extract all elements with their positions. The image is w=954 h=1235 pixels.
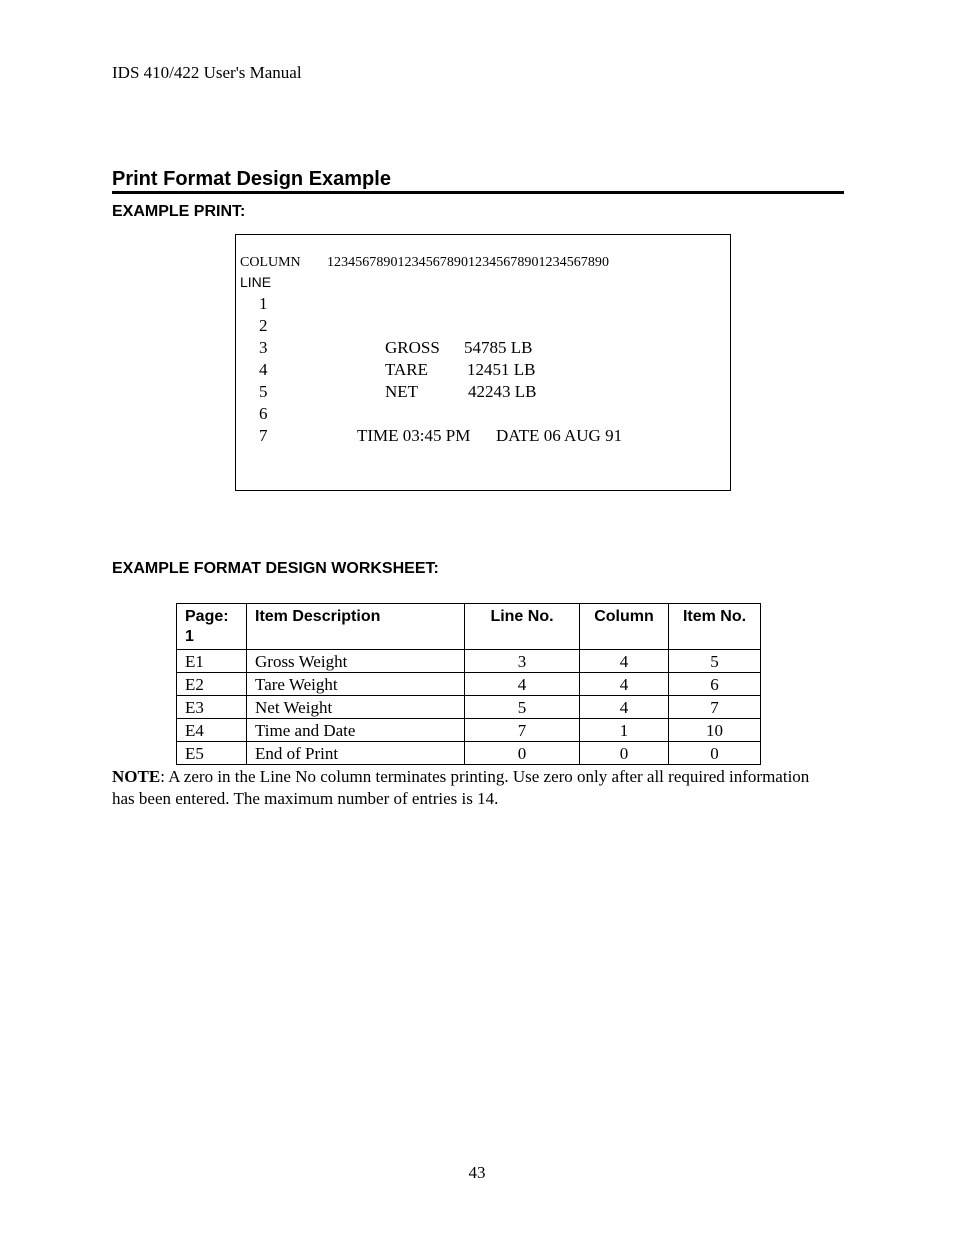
line-number: 4 (259, 360, 268, 379)
section-title: Print Format Design Example (112, 168, 391, 190)
cell-column: 4 (580, 696, 669, 719)
cell-description: Net Weight (247, 696, 465, 719)
cell-line-no: 4 (465, 673, 580, 696)
worksheet-label: EXAMPLE FORMAT DESIGN WORKSHEET: (112, 560, 439, 577)
line-number: 1 (259, 294, 268, 313)
time-text: TIME 03:45 PM (357, 426, 471, 445)
cell-description: End of Print (247, 742, 465, 765)
line-number: 7 (259, 426, 268, 445)
net-label: NET (385, 382, 419, 401)
cell-description: Time and Date (247, 719, 465, 742)
cell-entry-id: E3 (177, 696, 247, 719)
cell-entry-id: E1 (177, 650, 247, 673)
cell-item-no: 5 (669, 650, 761, 673)
cell-item-no: 6 (669, 673, 761, 696)
cell-line-no: 7 (465, 719, 580, 742)
header-line-no: Line No. (465, 604, 580, 650)
header-column: Column (580, 604, 669, 650)
line-number: 3 (259, 338, 268, 357)
table-header-row (177, 604, 761, 650)
note-paragraph (112, 766, 832, 810)
line-number: 5 (259, 382, 268, 401)
table-row (177, 673, 761, 696)
column-label: COLUMN (240, 255, 301, 270)
table-row (177, 696, 761, 719)
date-text: DATE 06 AUG 91 (496, 426, 623, 445)
line-number: 6 (259, 404, 268, 423)
cell-line-no: 5 (465, 696, 580, 719)
tare-label: TARE (385, 360, 429, 379)
tare-value: 12451 LB (467, 360, 536, 379)
cell-description: Gross Weight (247, 650, 465, 673)
header-page-number: 1 (185, 628, 194, 645)
cell-entry-id: E4 (177, 719, 247, 742)
page-number: 43 (468, 1163, 486, 1182)
header-page (177, 604, 247, 650)
example-print-label: EXAMPLE PRINT: (112, 203, 246, 220)
cell-column: 4 (580, 650, 669, 673)
gross-value: 54785 LB (464, 338, 533, 357)
example-print-box (235, 234, 731, 491)
note-label: NOTE (112, 767, 161, 786)
header-page-label: Page: (185, 608, 229, 625)
cell-column: 0 (580, 742, 669, 765)
cell-column: 4 (580, 673, 669, 696)
cell-column: 1 (580, 719, 669, 742)
line-label: LINE (240, 274, 272, 290)
cell-item-no: 10 (669, 719, 761, 742)
cell-entry-id: E2 (177, 673, 247, 696)
note-text: : A zero in the Line No column terminates printing. Use zero only after all required information has been entered. The maximum number of entries is 14. (112, 767, 810, 808)
table-row (177, 650, 761, 673)
cell-description: Tare Weight (247, 673, 465, 696)
cell-entry-id: E5 (177, 742, 247, 765)
cell-line-no: 0 (465, 742, 580, 765)
header-item-description: Item Description (247, 604, 465, 650)
running-header: IDS 410/422 User's Manual (112, 63, 302, 82)
table-row (177, 719, 761, 742)
line-number: 2 (259, 316, 268, 335)
net-value: 42243 LB (468, 382, 537, 401)
gross-label: GROSS (385, 338, 440, 357)
cell-item-no: 7 (669, 696, 761, 719)
worksheet-table (176, 603, 761, 765)
section-divider (112, 191, 844, 194)
cell-line-no: 3 (465, 650, 580, 673)
table-row (177, 742, 761, 765)
header-item-no: Item No. (669, 604, 761, 650)
column-ruler: 1234567890123456789012345678901234567890 (327, 255, 609, 270)
cell-item-no: 0 (669, 742, 761, 765)
